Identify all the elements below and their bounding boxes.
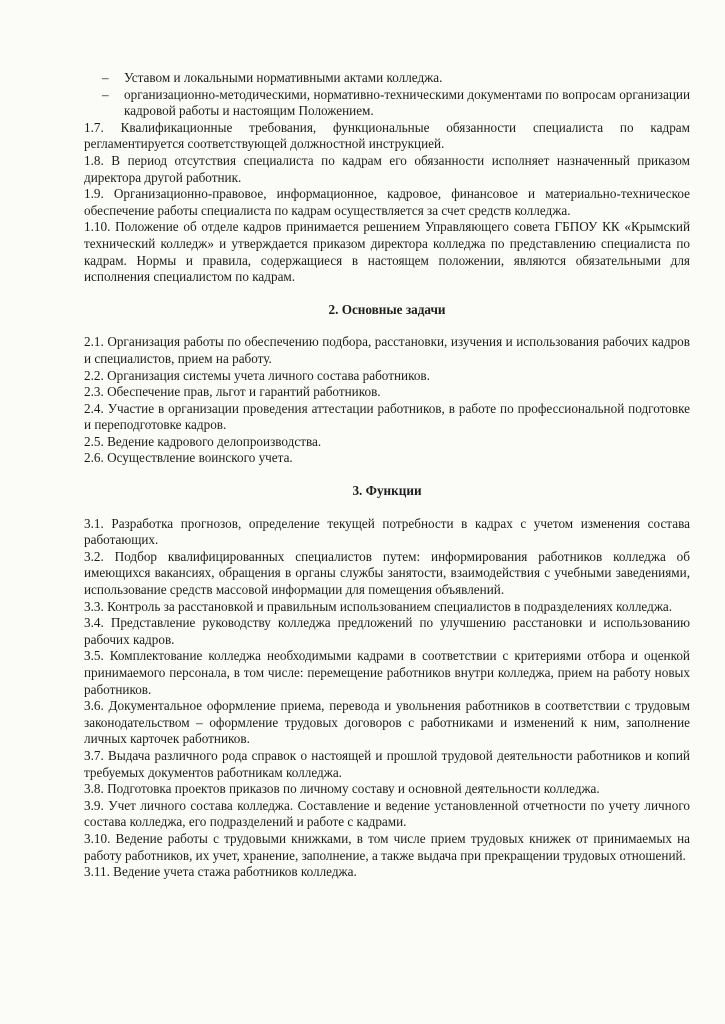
paragraph-1-8: 1.8. В период отсутствия специалиста по кадрам его обязанности исполняет назначенный приказом директора другой работник. [84,152,690,185]
item-3-6: 3.6. Документальное оформление приема, перевода и увольнения работников в соответствии с трудовым законодательством – оформление трудовых договоров с работниками и изменений к ним, заполнение личных карточек работников. [84,698,690,747]
item-3-7: 3.7. Выдача различного рода справок о настоящей и прошлой трудовой деятельности работников и копий требуемых документов работникам колледжа. [84,747,690,780]
item-2-2: 2.2. Организация системы учета личного состава работников. [84,367,430,383]
item-2-1: 2.1. Организация работы по обеспечению подбора, расстановки, изучения и использования рабочих кадров и специалистов, прием на работу. [84,334,690,366]
item-2-3: 2.3. Обеспечение прав, льгот и гарантий работников. [84,384,381,400]
item-2-4: 2.4. Участие в организации проведения аттестации работников, в работе по профессиональной подготовке и переподготовке кадров. [84,400,690,433]
paragraph-1-10: 1.10. Положение об отделе кадров принимается решением Управляющего совета ГБПОУ КК «Крымский технический колледж» и утверждается приказом директора колледжа по представлению специалиста по кадрам. Нормы и правила, содержащиеся в настоящем положении, являются обязательными для исполнения специалистом по кадрам. [84,219,690,285]
bullet-text: Уставом и локальными нормативными актами колледжа. [124,70,443,85]
item-3-10: 3.10. Ведение работы с трудовыми книжками, в том числе прием трудовых книжек от принимаемых на работу работников, их учет, хранение, заполнение, а также выдача при прекращении трудовых отношений. [84,830,690,863]
item-2-5: 2.5. Ведение кадрового делопроизводства. [84,433,322,449]
section-3-heading: 3. Функции [352,483,422,499]
paragraph-1-9: 1.9. Организационно-правовое, информационное, кадровое, финансовое и материально-техническое обеспечение работы специалиста по кадрам осуществляется за счет средств колледжа. [84,186,690,218]
item-3-4: 3.4. Представление руководству колледжа предложений по улучшению расстановки и использованию рабочих кадров. [84,615,690,647]
bullet-item: – организационно-методическими, нормативно-техническими документами по вопросам организации кадровой работы и настоящим Положением. [102,86,690,119]
item-3-1: 3.1. Разработка прогнозов, определение текущей потребности в кадрах с учетом изменения состава работающих. [84,515,690,548]
item-3-2: 3.2. Подбор квалифицированных специалистов путем: информирования работников колледжа об имеющихся вакансиях, обращения в органы службы занятости, взаимодействия с учебными заведениями, использование средств массовой информации для помещения объявлений. [84,548,690,598]
bullet-text: организационно-методическими, нормативно-техническими документами по вопросам организации кадровой работы и настоящим Положением. [124,86,690,119]
item-3-9: 3.9. Учет личного состава колледжа. Составление и ведение установленной отчетности по учету личного состава колледжа, его подразделений и работе с кадрами. [84,797,690,830]
item-2-6: 2.6. Осуществление воинского учета. [84,450,293,466]
document-page [84,70,690,881]
intro-bullet-list [84,70,690,120]
item-3-5: 3.5. Комплектование колледжа необходимыми кадрами в соответствии с критериями отбора и оценкой принимаемого персонала, в том числе: перемещение работников внутри колледжа, прием на работу новых работников. [84,648,690,697]
item-3-11: 3.11. Ведение учета стажа работников колледжа. [84,864,357,880]
bullet-item: – Уставом и локальными нормативными актами колледжа. [102,70,443,85]
item-3-8: 3.8. Подготовка проектов приказов по личному составу и основной деятельности колледжа. [84,781,600,797]
item-3-3: 3.3. Контроль за расстановкой и правильным использованием специалистов в подразделениях колледжа. [84,598,673,614]
paragraph-1-7: 1.7. Квалификационные требования, функциональные обязанности специалиста по кадрам регламентируется соответствующей должностной инструкцией. [84,119,690,152]
section-2-heading: 2. Основные задачи [328,301,446,317]
